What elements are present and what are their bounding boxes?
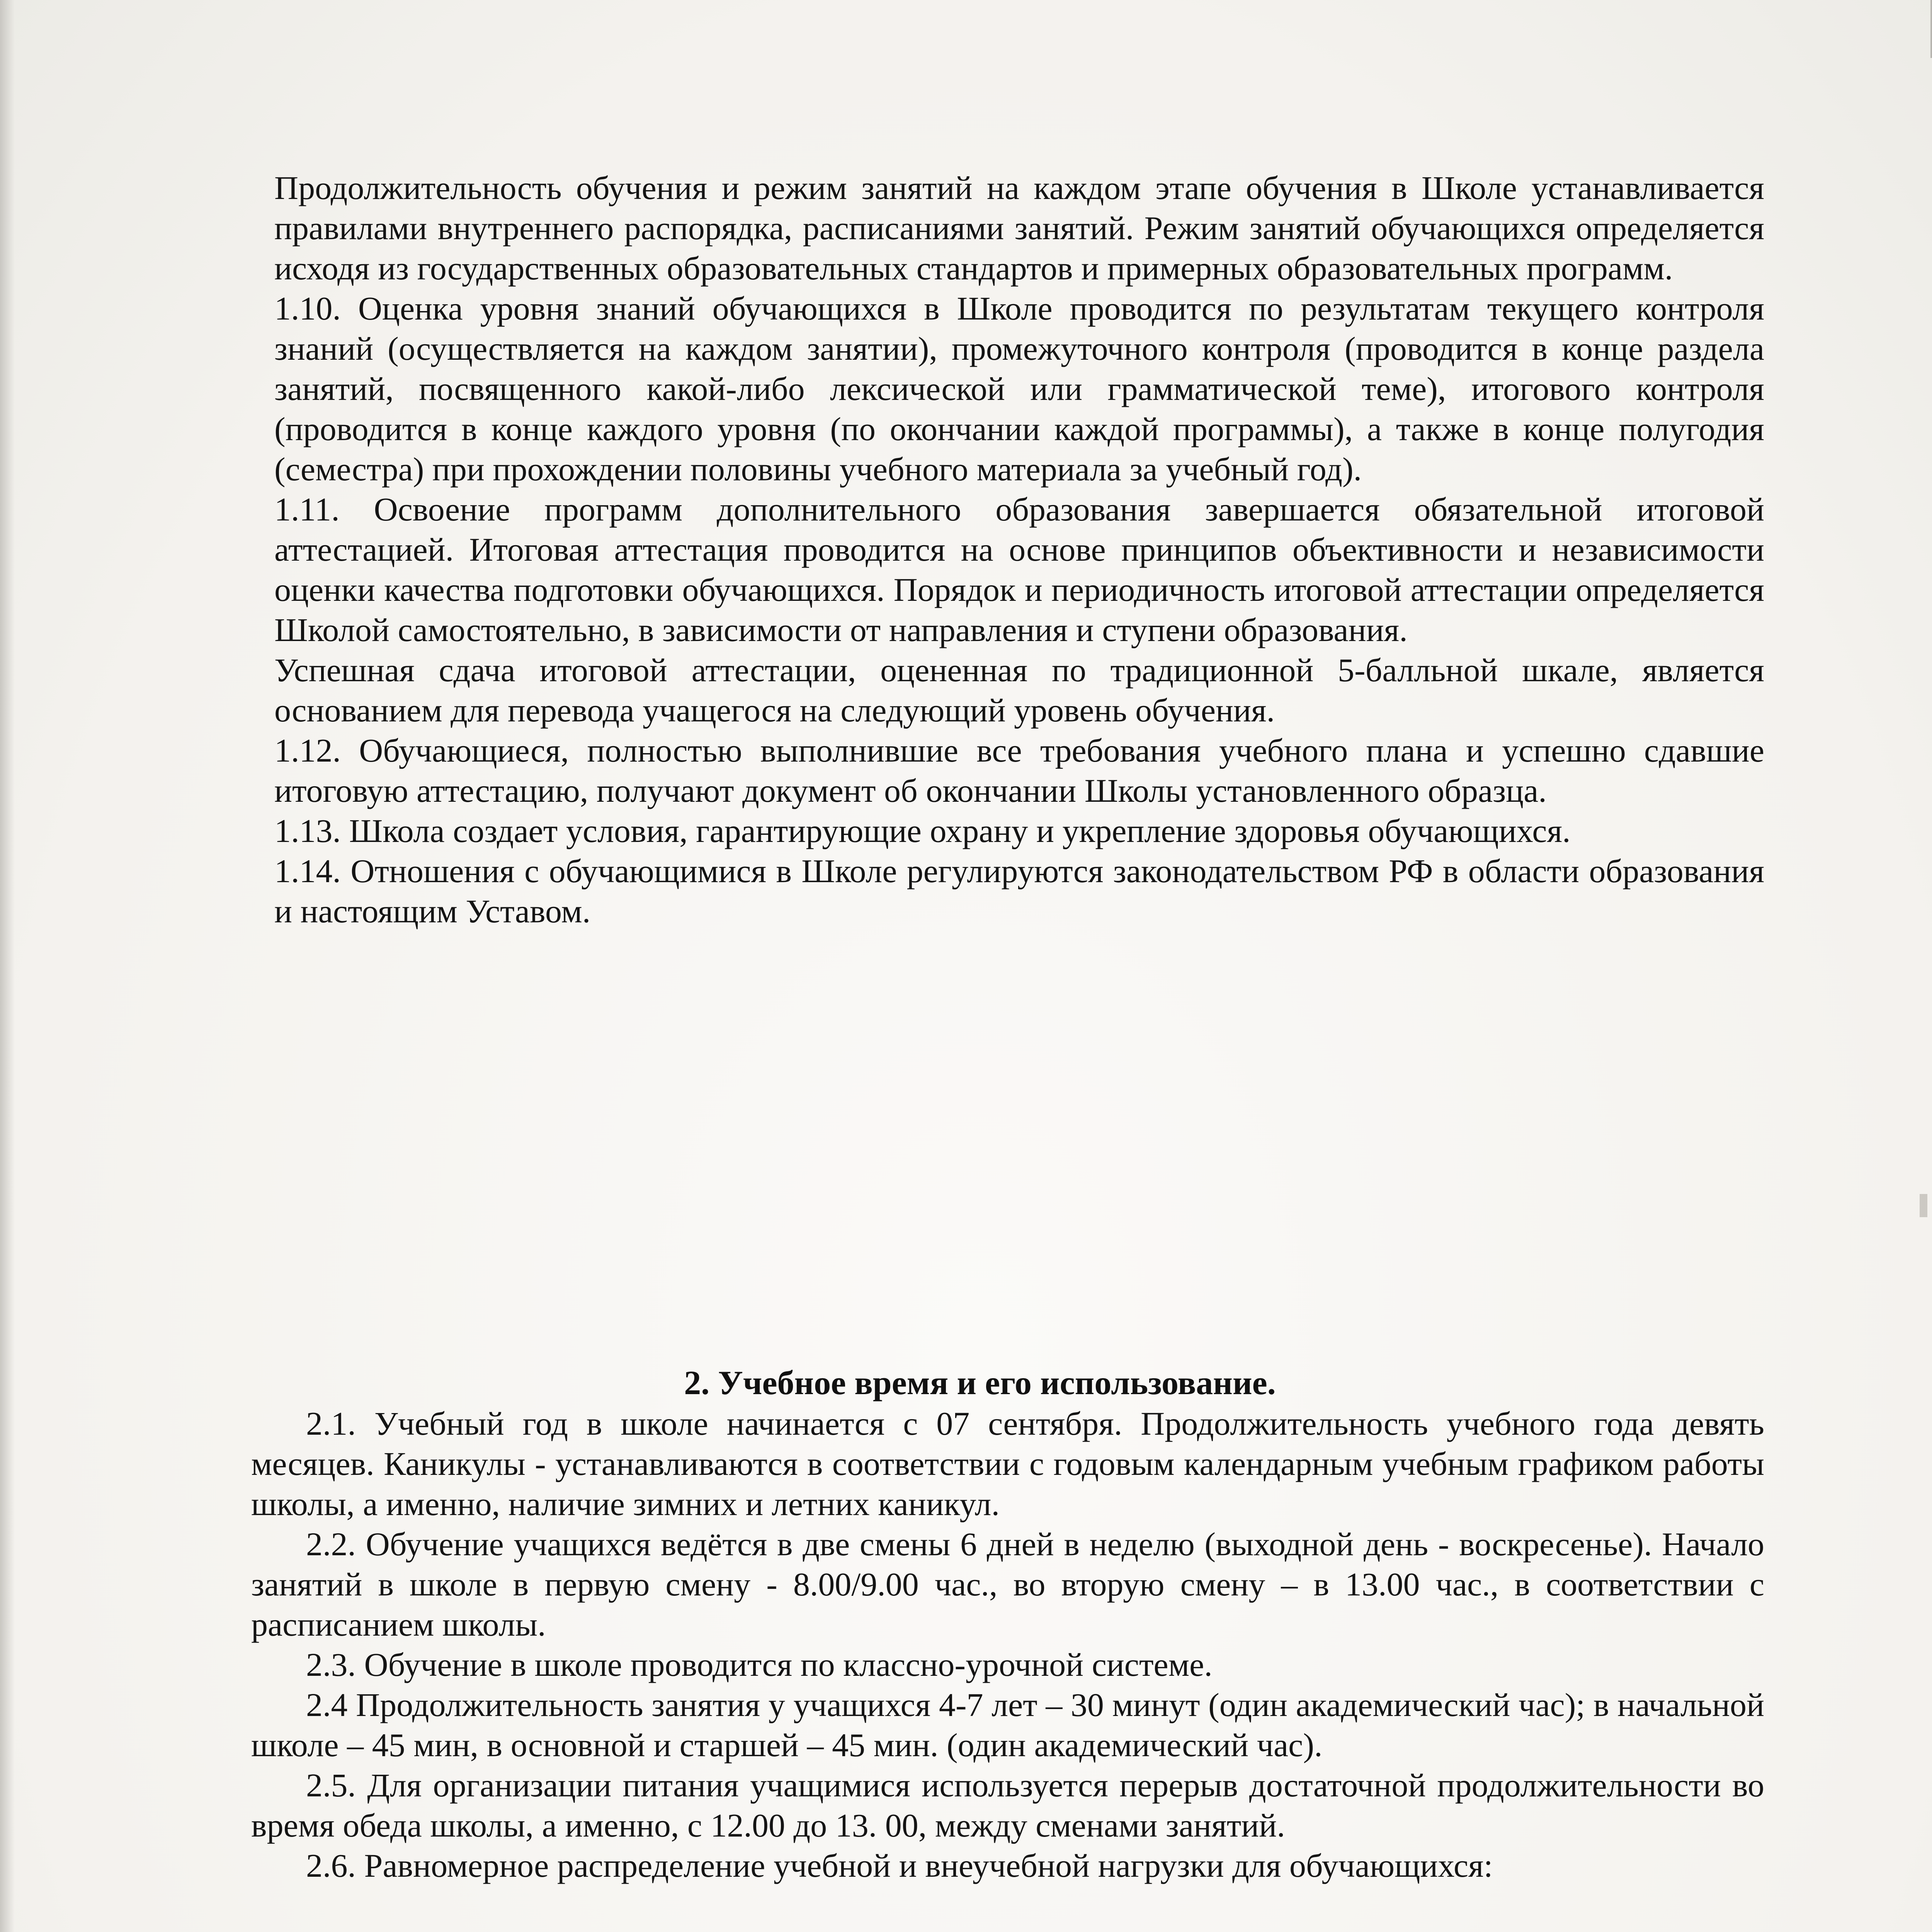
section-2-text: [251, 1403, 1764, 1886]
paragraph-1-10: 1.10. Оценка уровня знаний обучающихся в Школе проводится по результатам текущего контроля знаний (осуществляется на каждом занятии), промежуточного контроля (проводится в конце раздела занятий, посвященного какой-либо лексической или грамматической теме), итогового контроля (проводится в конце каждого уровня (по окончании каждой программы), а также в конце полугодия (семестра) при прохождении половины учебного материала за учебный год).: [274, 290, 1764, 488]
paragraph: Успешная сдача итоговой аттестации, оцененная по традиционной 5-балльной шкале, является основанием для перевода учащегося на следующий уровень обучения.: [274, 651, 1764, 729]
section-2-heading: 2. Учебное время и его использование.: [684, 1364, 1276, 1402]
paragraph-1-11: 1.11. Освоение программ дополнительного образования завершается обязательной итоговой аттестацией. Итоговая аттестация проводится на основе принципов объективности и независимости оценки качества подготовки обучающихся. Порядок и периодичность итоговой аттестации определяется Школой самостоятельно, в зависимости от направления и ступени образования.: [274, 491, 1764, 648]
section-1-text: [274, 168, 1764, 931]
scan-artifact-mark: [1920, 1194, 1927, 1217]
paragraph-1-13: 1.13. Школа создает условия, гарантирующие охрану и укрепление здоровья обучающихся.: [274, 812, 1571, 849]
paragraph-2-1: 2.1. Учебный год в школе начинается с 07 сентября. Продолжительность учебного года девять месяцев. Каникулы - устанавливаются в соответствии с годовым календарным учебным графиком работы школы, а именно, наличие зимних и летних каникул.: [251, 1405, 1764, 1522]
paragraph-2-4: 2.4 Продолжительность занятия у учащихся 4-7 лет – 30 минут (один академический час); в начальной школе – 45 мин, в основной и старшей – 45 мин. (один академический час).: [251, 1686, 1764, 1764]
paragraph-2-2: 2.2. Обучение учащихся ведётся в две смены 6 дней в неделю (выходной день - воскресенье). Начало занятий в школе в первую смену - 8.00/9.00 час., во вторую смену – в 13.00 час., в соответствии с расписанием школы.: [251, 1526, 1764, 1643]
paragraph-1-12: 1.12. Обучающиеся, полностью выполнившие все требования учебного плана и успешно сдавшие итоговую аттестацию, получают документ об окончании Школы установленного образца.: [274, 732, 1764, 809]
paragraph-2-3: 2.3. Обучение в школе проводится по классно-урочной системе.: [306, 1646, 1213, 1683]
paragraph-2-6: 2.6. Равномерное распределение учебной и внеучебной нагрузки для обучающихся:: [306, 1847, 1493, 1884]
page-shadow-edge: [0, 0, 15, 1932]
paragraph-2-5: 2.5. Для организации питания учащимися используется перерыв достаточной продолжительности во время обеда школы, а именно, с 12.00 до 13. 00, между сменами занятий.: [251, 1767, 1764, 1844]
paragraph-1-14: 1.14. Отношения с обучающимися в Школе регулируются законодательством РФ в области образования и настоящим Уставом.: [274, 852, 1764, 930]
scan-artifact-mark: [1930, 0, 1932, 58]
paragraph: Продолжительность обучения и режим занятий на каждом этапе обучения в Школе устанавливается правилами внутреннего распорядка, расписаниями занятий. Режим занятий обучающихся определяется исходя из государственных образовательных стандартов и примерных образовательных программ.: [274, 169, 1764, 287]
